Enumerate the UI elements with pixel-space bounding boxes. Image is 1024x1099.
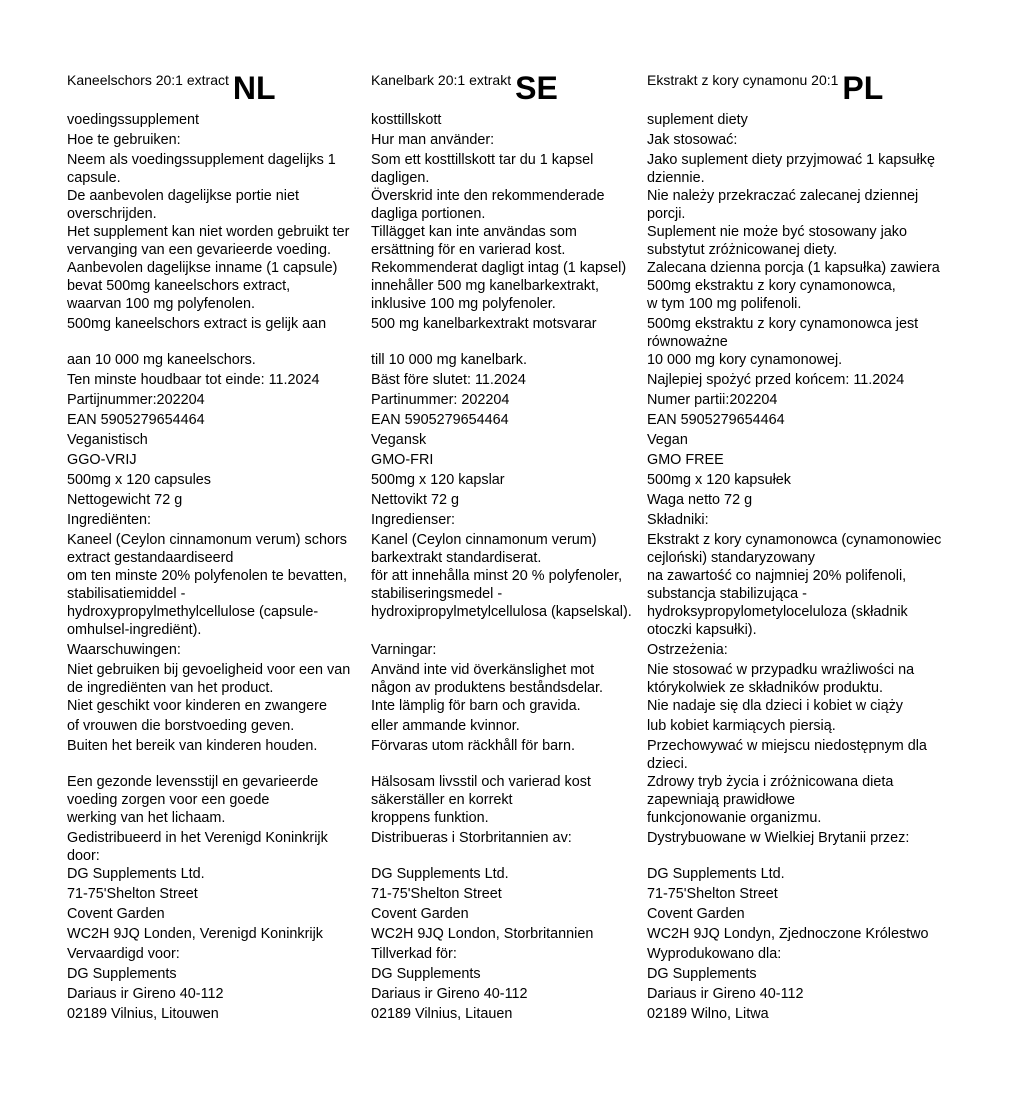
text-line: Dystrybuowane w Wielkiej Brytanii przez: xyxy=(647,830,910,846)
column-title: Kaneelschors 20:1 extract xyxy=(67,72,229,88)
text-row xyxy=(371,773,655,827)
text-row xyxy=(647,965,985,983)
column-title: Ekstrakt z kory cynamonu 20:1 xyxy=(647,72,839,88)
text-line: De aanbevolen dagelijkse portie niet xyxy=(67,188,300,204)
text-line: Ingredienser: xyxy=(371,512,455,528)
text-line: of vrouwen die borstvoeding geven. xyxy=(67,718,295,734)
text-line: DG Supplements Ltd. xyxy=(647,866,785,882)
text-row xyxy=(371,567,655,585)
text-line: Suplement nie może być stosowany jako xyxy=(647,224,907,240)
text-row xyxy=(67,315,375,333)
text-line: DG Supplements xyxy=(371,966,481,982)
text-line: kosttillskott xyxy=(371,112,442,128)
text-line: Varningar: xyxy=(371,642,437,658)
text-line: dagligen. xyxy=(371,170,430,186)
text-row xyxy=(647,151,985,187)
text-line: för att innehålla minst 20 % polyfenoler, xyxy=(371,568,623,584)
text-line: WC2H 9JQ London, Storbritannien xyxy=(371,926,594,942)
text-line: GMO-FRI xyxy=(371,452,434,468)
text-line: Ten minste houdbaar tot einde: 11.2024 xyxy=(67,372,320,388)
text-line: Hur man använder: xyxy=(371,132,495,148)
text-line: stabiliseringsmedel - xyxy=(371,586,503,602)
text-line: Tillägget kan inte användas som xyxy=(371,224,577,240)
text-line: 500 mg kanelbarkextrakt motsvarar xyxy=(371,316,597,332)
text-line: Hoe te gebruiken: xyxy=(67,132,181,148)
text-row xyxy=(67,865,375,883)
text-row xyxy=(647,697,985,715)
text-line: Jako suplement diety przyjmować 1 kapsułkę xyxy=(647,152,935,168)
text-line: Niet gebruiken bij gevoeligheid voor een van xyxy=(67,662,351,678)
text-row xyxy=(67,451,375,469)
text-row xyxy=(647,717,985,735)
text-line: Covent Garden xyxy=(371,906,469,922)
text-line: 500mg ekstraktu z kory cynamonowca, xyxy=(647,278,896,294)
text-line: werking van het lichaam. xyxy=(67,810,226,826)
text-row xyxy=(371,431,655,449)
text-row xyxy=(371,965,655,983)
text-row xyxy=(371,641,655,659)
text-row xyxy=(67,491,375,509)
text-line: GMO FREE xyxy=(647,452,724,468)
text-line: Składniki: xyxy=(647,512,709,528)
text-line: 500mg x 120 kapslar xyxy=(371,472,505,488)
text-row xyxy=(647,131,985,149)
text-row xyxy=(647,111,985,129)
text-line: 500mg ekstraktu z kory cynamonowca jest xyxy=(647,316,919,332)
text-line: Veganistisch xyxy=(67,432,148,448)
text-row xyxy=(371,585,655,621)
text-row xyxy=(647,371,985,389)
text-line: WC2H 9JQ Londen, Verenigd Koninkrijk xyxy=(67,926,323,942)
text-line: 71-75'Shelton Street xyxy=(647,886,778,902)
text-line: Överskrid inte den rekommenderade xyxy=(371,188,605,204)
text-line: någon av produktens beståndsdelar. xyxy=(371,680,604,696)
text-row xyxy=(371,737,655,755)
text-line: Wyprodukowano dla: xyxy=(647,946,782,962)
text-line: DG Supplements xyxy=(67,966,177,982)
text-line: om ten minste 20% polyfenolen te bevatten, xyxy=(67,568,347,584)
text-row xyxy=(647,865,985,883)
text-line: overschrijden. xyxy=(67,206,157,222)
text-line: waarvan 100 mg polyfenolen. xyxy=(67,296,255,312)
text-line: de ingrediënten van het product. xyxy=(67,680,274,696)
text-line: Partijnummer:202204 xyxy=(67,392,205,408)
text-row xyxy=(371,315,655,333)
text-row xyxy=(647,925,985,943)
text-row xyxy=(647,471,985,489)
text-row xyxy=(647,905,985,923)
text-row xyxy=(371,985,655,1003)
text-row xyxy=(371,865,655,883)
text-row xyxy=(647,945,985,963)
text-line: Zdrowy tryb życia i zróżnicowana dieta xyxy=(647,774,894,790)
text-row xyxy=(647,773,985,827)
text-row xyxy=(371,451,655,469)
text-row xyxy=(371,511,655,529)
text-row xyxy=(67,187,375,223)
text-row xyxy=(371,151,655,187)
text-row xyxy=(371,111,655,129)
text-line: bevat 500mg kaneelschors extract, xyxy=(67,278,291,294)
text-row xyxy=(67,111,375,129)
text-line: Nettogewicht 72 g xyxy=(67,492,183,508)
text-row xyxy=(67,773,375,827)
text-line: Inte lämplig för barn och gravida. xyxy=(371,698,581,714)
text-line: równoważne xyxy=(647,334,728,350)
text-row xyxy=(67,371,375,389)
text-row xyxy=(67,985,375,1003)
text-line: otoczki kapsułki). xyxy=(647,622,757,638)
text-row xyxy=(67,531,375,567)
text-row xyxy=(647,885,985,903)
text-line: Numer partii:202204 xyxy=(647,392,778,408)
text-line: 71-75'Shelton Street xyxy=(371,886,502,902)
text-line: voedingssupplement xyxy=(67,112,200,128)
text-line: DG Supplements Ltd. xyxy=(371,866,509,882)
text-line: cejloński) standaryzowany xyxy=(647,550,815,566)
text-line: barkextrakt standardiserat. xyxy=(371,550,542,566)
text-row xyxy=(371,697,655,715)
text-row xyxy=(371,471,655,489)
text-line: Nie stosować w przypadku wrażliwości na xyxy=(647,662,915,678)
text-row xyxy=(371,945,655,963)
text-line: Niet geschikt voor kinderen en zwangere xyxy=(67,698,327,714)
text-row xyxy=(67,1005,375,1023)
text-row xyxy=(647,641,985,659)
text-line: 02189 Wilno, Litwa xyxy=(647,1006,769,1022)
text-row xyxy=(67,925,375,943)
text-row xyxy=(67,965,375,983)
text-line: Vegansk xyxy=(371,432,427,448)
text-line: Zalecana dzienna porcja (1 kapsułka) zawiera xyxy=(647,260,940,276)
text-row xyxy=(647,585,985,639)
text-line: Gedistribueerd in het Verenigd Koninkrijk xyxy=(67,830,328,846)
text-row xyxy=(647,531,985,567)
text-line: WC2H 9JQ Londyn, Zjednoczone Królestwo xyxy=(647,926,929,942)
text-line: którykolwiek ze składników produktu. xyxy=(647,680,883,696)
text-line: dagliga portionen. xyxy=(371,206,486,222)
language-code: PL xyxy=(842,70,884,106)
text-line: Buiten het bereik van kinderen houden. xyxy=(67,738,318,754)
column-header xyxy=(67,68,276,106)
text-line: na zawartość co najmniej 20% polifenoli, xyxy=(647,568,907,584)
text-line: Förvaras utom räckhåll för barn. xyxy=(371,738,575,754)
text-row xyxy=(67,945,375,963)
text-row xyxy=(371,131,655,149)
text-row xyxy=(67,717,375,735)
text-line: Som ett kosttillskott tar du 1 kapsel xyxy=(371,152,594,168)
text-row xyxy=(67,737,375,755)
text-line: substancja stabilizująca - xyxy=(647,586,807,602)
text-line: aan 10 000 mg kaneelschors. xyxy=(67,352,256,368)
column-header xyxy=(647,68,883,106)
text-row xyxy=(371,391,655,409)
text-line: 500mg x 120 kapsułek xyxy=(647,472,791,488)
text-row xyxy=(371,531,655,567)
text-line: Aanbevolen dagelijkse inname (1 capsule) xyxy=(67,260,338,276)
text-line: 500mg x 120 capsules xyxy=(67,472,211,488)
text-line: funkcjonowanie organizmu. xyxy=(647,810,822,826)
text-row xyxy=(67,151,375,187)
text-line: Distribueras i Storbritannien av: xyxy=(371,830,572,846)
language-code: SE xyxy=(515,70,558,106)
text-row xyxy=(647,567,985,585)
text-row xyxy=(647,491,985,509)
text-line: Najlepiej spożyć przed końcem: 11.2024 xyxy=(647,372,905,388)
text-line: 10 000 mg kory cynamonowej. xyxy=(647,352,843,368)
text-line: lub kobiet karmiących piersią. xyxy=(647,718,836,734)
text-row xyxy=(67,223,375,259)
text-line: dziennie. xyxy=(647,170,705,186)
text-row xyxy=(67,391,375,409)
text-row xyxy=(371,829,655,847)
text-line: Hälsosam livsstil och varierad kost xyxy=(371,774,591,790)
text-line: 71-75'Shelton Street xyxy=(67,886,198,902)
column-title: Kanelbark 20:1 extrakt xyxy=(371,72,512,88)
text-line: Waga netto 72 g xyxy=(647,492,753,508)
text-line: hydroksypropylometyloceluloza (składnik xyxy=(647,604,908,620)
text-row xyxy=(371,351,655,369)
text-line: dzieci. xyxy=(647,756,688,772)
text-line: Neem als voedingssupplement dagelijks 1 xyxy=(67,152,336,168)
text-line: Partinummer: 202204 xyxy=(371,392,510,408)
text-line: Ostrzeżenia: xyxy=(647,642,728,658)
text-line: vervanging van een gevarieerde voeding. xyxy=(67,242,332,258)
text-row xyxy=(371,717,655,735)
text-row xyxy=(647,511,985,529)
text-line: Dariaus ir Gireno 40-112 xyxy=(647,986,804,1002)
text-row xyxy=(371,223,655,259)
text-row xyxy=(371,885,655,903)
text-line: Bäst före slutet: 11.2024 xyxy=(371,372,526,388)
text-row xyxy=(67,567,375,585)
text-row xyxy=(647,259,985,313)
text-row xyxy=(647,451,985,469)
text-line: Een gezonde levensstijl en gevarieerde xyxy=(67,774,319,790)
text-row xyxy=(67,471,375,489)
text-row xyxy=(67,585,375,639)
text-row xyxy=(67,351,375,369)
text-line: Rekommenderat dagligt intag (1 kapsel) xyxy=(371,260,627,276)
text-line: ersättning för en varierad kost. xyxy=(371,242,566,258)
text-row xyxy=(647,391,985,409)
text-line: Dariaus ir Gireno 40-112 xyxy=(371,986,528,1002)
text-row xyxy=(67,411,375,429)
text-line: Covent Garden xyxy=(67,906,165,922)
text-row xyxy=(67,697,375,715)
text-row xyxy=(647,411,985,429)
text-line: EAN 5905279654464 xyxy=(647,412,785,428)
text-row xyxy=(371,925,655,943)
text-row xyxy=(647,315,985,351)
text-line: Covent Garden xyxy=(647,906,745,922)
text-row xyxy=(647,737,985,773)
text-row xyxy=(647,351,985,369)
text-row xyxy=(67,829,375,865)
text-line: zapewniają prawidłowe xyxy=(647,792,795,808)
text-row xyxy=(371,187,655,223)
text-row xyxy=(67,511,375,529)
text-line: omhulsel-ingrediënt). xyxy=(67,622,202,638)
text-row xyxy=(67,259,375,313)
text-line: Przechowywać w miejscu niedostępnym dla xyxy=(647,738,927,754)
text-row xyxy=(67,641,375,659)
text-line: Vervaardigd voor: xyxy=(67,946,180,962)
text-row xyxy=(371,661,655,697)
text-line: 500mg kaneelschors extract is gelijk aan xyxy=(67,316,327,332)
text-line: EAN 5905279654464 xyxy=(67,412,205,428)
text-line: stabilisatiemiddel - xyxy=(67,586,186,602)
text-line: säkerställer en korrekt xyxy=(371,792,513,808)
text-row xyxy=(647,829,985,847)
text-row xyxy=(371,1005,655,1023)
text-row xyxy=(371,905,655,923)
text-row xyxy=(647,187,985,223)
text-line: Nettovikt 72 g xyxy=(371,492,459,508)
text-line: kroppens funktion. xyxy=(371,810,489,826)
text-line: suplement diety xyxy=(647,112,748,128)
text-line: EAN 5905279654464 xyxy=(371,412,509,428)
text-line: extract gestandaardiseerd xyxy=(67,550,234,566)
text-row xyxy=(647,223,985,259)
text-line: voeding zorgen voor een goede xyxy=(67,792,270,808)
text-line: 02189 Vilnius, Litouwen xyxy=(67,1006,219,1022)
text-line: Ingrediënten: xyxy=(67,512,152,528)
text-line: Kaneel (Ceylon cinnamonum verum) schors xyxy=(67,532,347,548)
text-line: Jak stosować: xyxy=(647,132,738,148)
text-line: Waarschuwingen: xyxy=(67,642,181,658)
text-line: Tillverkad för: xyxy=(371,946,457,962)
text-row xyxy=(647,661,985,697)
text-line: porcji. xyxy=(647,206,686,222)
text-row xyxy=(647,431,985,449)
text-line: till 10 000 mg kanelbark. xyxy=(371,352,527,368)
text-row xyxy=(67,905,375,923)
text-line: hydroxypropylmethylcellulose (capsule- xyxy=(67,604,319,620)
text-line: Nie należy przekraczać zalecanej dziennej xyxy=(647,188,919,204)
text-row xyxy=(371,491,655,509)
text-row xyxy=(67,885,375,903)
text-line: Ekstrakt z kory cynamonowca (cynamonowiec xyxy=(647,532,942,548)
text-row xyxy=(647,1005,985,1023)
text-line: inklusive 100 mg polyfenoler. xyxy=(371,296,556,312)
language-code: NL xyxy=(232,70,276,106)
text-line: DG Supplements Ltd. xyxy=(67,866,205,882)
text-line: capsule. xyxy=(67,170,121,186)
column-header xyxy=(371,68,558,106)
text-row xyxy=(67,431,375,449)
text-line: GGO-VRIJ xyxy=(67,452,137,468)
text-row xyxy=(371,411,655,429)
text-row xyxy=(371,259,655,313)
text-line: Dariaus ir Gireno 40-112 xyxy=(67,986,224,1002)
text-line: innehåller 500 mg kanelbarkextrakt, xyxy=(371,278,599,294)
text-row xyxy=(371,371,655,389)
text-line: Nie nadaje się dla dzieci i kobiet w ciąży xyxy=(647,698,903,714)
text-line: hydroxipropylmetylcellulosa (kapselskal). xyxy=(371,604,632,620)
text-line: door: xyxy=(67,848,100,864)
text-line: Kanel (Ceylon cinnamonum verum) xyxy=(371,532,597,548)
text-line: Het supplement kan niet worden gebruikt ter xyxy=(67,224,350,240)
text-line: DG Supplements xyxy=(647,966,757,982)
text-line: Använd inte vid överkänslighet mot xyxy=(371,662,595,678)
text-line: 02189 Vilnius, Litauen xyxy=(371,1006,513,1022)
text-line: eller ammande kvinnor. xyxy=(371,718,520,734)
text-line: w tym 100 mg polifenoli. xyxy=(647,296,802,312)
text-row xyxy=(67,661,375,697)
text-row xyxy=(647,985,985,1003)
text-row xyxy=(67,131,375,149)
text-line: Vegan xyxy=(647,432,688,448)
text-line: substytut zróżnicowanej diety. xyxy=(647,242,838,258)
